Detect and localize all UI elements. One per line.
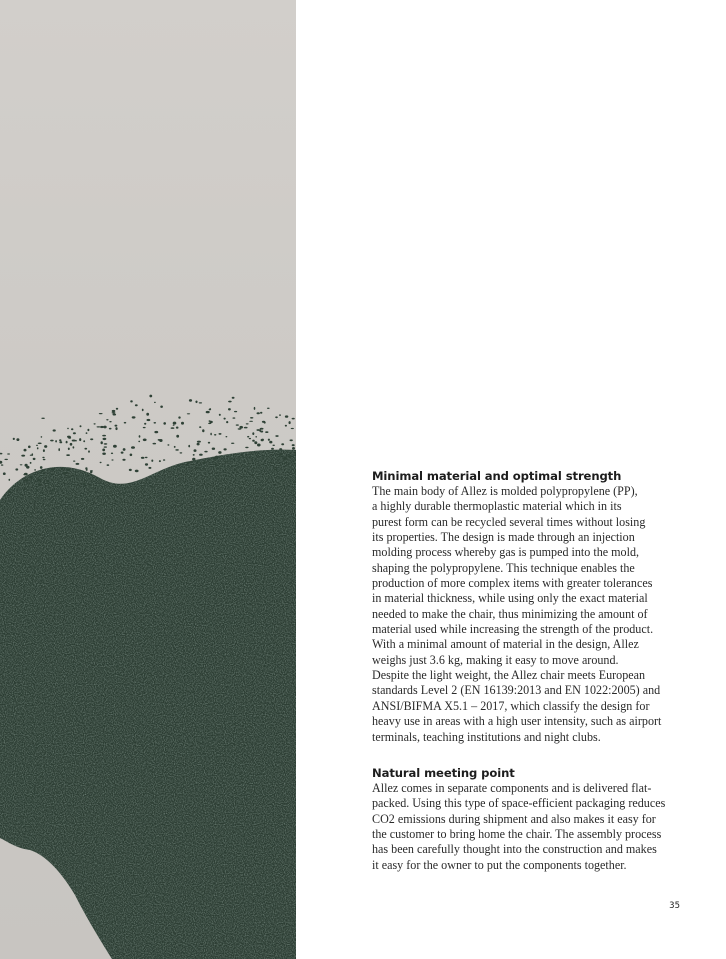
granule [112,410,116,412]
granule [66,454,70,456]
text-line: Despite the light weight, the Allez chair meets European [372,668,646,683]
granule [206,411,210,413]
granule [59,439,61,441]
granule [113,414,117,416]
granule [234,468,237,471]
granule [30,455,33,456]
granule-pile-image [0,0,296,959]
granule [38,443,42,445]
granule [145,457,148,458]
granule [188,445,190,448]
granule [272,445,275,446]
granule [187,462,189,465]
granule [279,414,281,416]
granule [34,469,36,471]
granule [48,468,50,470]
granule [226,421,228,423]
granule [176,435,179,438]
granule [101,441,103,444]
granule [129,469,132,471]
text-line: With a minimal amount of material in the design, Allez [372,637,639,652]
granule [41,469,43,472]
granule [145,463,148,465]
granule [132,416,136,418]
granule [195,401,197,404]
granule [109,421,111,422]
granule [147,419,151,421]
granule [112,412,116,414]
granule [292,418,295,420]
granule [59,441,62,443]
text-line: a highly durable thermoplastic material which in its [372,499,622,514]
granule [100,426,104,428]
granule [143,427,146,428]
granule [192,458,195,461]
granule [67,428,69,429]
granule [97,426,101,427]
granule [275,435,278,437]
granule [254,407,256,410]
granule [291,428,294,429]
granule [232,417,235,418]
granule [9,479,11,481]
granule [249,438,251,439]
granule [30,462,32,464]
granule [13,438,15,440]
granule [234,411,237,412]
granule [115,427,117,430]
granule [81,458,84,460]
granule [55,440,57,442]
granule [21,455,25,457]
section-minimal-material [372,468,672,745]
granule [219,414,221,416]
granule [138,441,140,443]
granule [195,467,199,468]
granule [274,469,278,471]
granule [268,439,270,441]
granule [131,446,135,449]
granule [151,460,153,462]
granule [218,451,221,454]
granule [228,408,231,410]
granule [149,395,152,398]
granule [3,472,6,475]
granule [252,432,254,435]
granule [71,428,73,430]
granule [265,431,268,433]
text-line: shaping the polypropylene. This technique enables the [372,560,635,575]
granule [116,408,118,410]
granule [87,429,89,431]
granule [257,444,261,447]
granule [43,449,45,452]
granule [245,447,248,448]
text-line: purest form can be recycled several times without losing [372,514,646,529]
granule [103,426,106,429]
granule [50,490,54,491]
granule [0,453,2,455]
granule [213,457,216,460]
granule [99,413,103,414]
granule [176,427,179,429]
granule [141,457,145,459]
granule [209,420,211,422]
section-paragraph [372,781,672,873]
granule [290,439,293,441]
granule [284,462,287,464]
text-line: Allez comes in separate components and is delivered flat- [372,780,652,795]
granule [292,444,295,446]
granule [199,454,203,456]
granule [199,426,201,428]
granule [73,446,75,448]
granule [154,402,156,403]
granule [269,441,272,444]
granule [135,404,138,406]
granule [288,455,291,458]
granule [154,422,157,424]
granule [262,421,265,423]
granule [202,429,204,432]
granule [25,479,28,481]
granule [163,459,165,461]
granule [203,461,206,464]
granule [86,432,88,434]
granule [102,435,106,437]
granule [48,486,50,488]
granule [70,443,73,446]
granule [36,489,38,491]
granule [187,413,190,414]
granule [159,460,161,462]
text-line: ANSI/BIFMA X5.1 – 2017, which classify the design for [372,698,650,713]
granule [289,421,291,424]
granule [100,462,102,463]
granule [111,453,113,455]
granule [33,458,36,460]
granule [279,448,282,450]
granule [122,459,125,461]
text-line: weighs just 3.6 kg, making it easy to move around. [372,652,619,667]
granule [123,448,126,451]
granule [104,443,108,445]
granule [109,428,112,430]
granule [90,438,93,440]
granule [173,425,175,426]
granule [144,423,146,425]
granule [204,451,207,453]
granule [24,473,28,476]
granule [148,467,151,469]
text-line: has been carefully thought into the construction and makes [372,842,657,857]
granule [58,448,60,451]
granule [111,459,113,460]
granule [130,454,133,457]
granule [278,451,280,452]
text-line: production of more complex items with greater tolerances [372,576,653,591]
granule [215,463,218,464]
text-line: the customer to bring home the chair. The assembly process [372,826,662,841]
granule [174,446,176,448]
granule [292,447,295,450]
granule [177,465,179,467]
granule [262,439,264,440]
granule [244,427,248,429]
section-heading: Natural meeting point [372,765,515,780]
granule [40,466,43,469]
granule [38,483,42,486]
granule [104,446,107,447]
granule [252,440,255,442]
granule [41,436,43,438]
granule [254,441,257,444]
granule [143,439,147,442]
granule [224,418,226,420]
granule [231,443,234,444]
granule [102,453,106,455]
granule [4,459,8,460]
granule [219,433,222,435]
granule [42,457,44,458]
granule [250,417,253,419]
granule [72,440,76,442]
granule [212,448,215,450]
granule [197,441,201,443]
granule [46,483,49,484]
granule [236,424,239,425]
granule [43,459,46,461]
granule [281,443,284,445]
granule [196,461,198,463]
granule [73,432,76,434]
granule [1,464,4,465]
granule [115,425,118,427]
granule [163,422,166,425]
granule [76,463,80,465]
granule [226,436,228,437]
granule [173,422,177,425]
granule [7,453,10,454]
section-paragraph [372,484,672,745]
granule [37,447,39,449]
granule [247,436,249,438]
text-line: heavy use in areas with a high user intensity, such as airport [372,714,662,729]
granule [271,448,274,450]
granule [26,466,29,469]
granule [209,408,211,410]
granule [208,458,210,460]
granule [82,483,85,485]
granule [37,479,41,481]
granule [79,438,81,441]
granule [50,440,54,442]
granule [130,400,133,402]
granule [135,470,139,473]
granule [47,480,49,482]
text-line: CO2 emissions during shipment and also makes it easy for [372,811,656,826]
text-line: its properties. The design is made through an injection [372,530,635,545]
granule [178,416,180,418]
granule [10,492,13,494]
granule [194,449,197,452]
granule [232,397,235,399]
granule [139,435,141,438]
granule [124,422,127,424]
granule [267,408,270,409]
granule [238,428,242,429]
body-text-column [372,468,672,893]
granule [175,449,179,451]
granule-photo [0,0,296,959]
granule [180,452,183,453]
granule [159,439,162,442]
granule [88,450,90,452]
granule [214,434,216,436]
granule [153,443,157,445]
granule [256,429,260,431]
granule [36,445,38,446]
text-line: packed. Using this type of space-efficient packaging reduces [372,796,666,811]
granule [0,461,2,464]
granule [228,401,232,403]
granule [68,448,70,451]
text-line: material used while increasing the strength of the product. [372,622,654,637]
granule [85,467,87,469]
granule [255,436,257,438]
granule [29,476,32,479]
granule [15,468,18,470]
granule [279,453,282,455]
granule [103,438,107,440]
granule [160,406,163,408]
granule [275,416,278,418]
granule [260,412,262,414]
granule [146,413,149,416]
granule [181,422,184,425]
granule [83,440,85,442]
page-number: 35 [669,901,680,911]
text-line: molding process whereby gas is pumped into the mold, [372,545,640,560]
granule [53,489,55,490]
granule [28,446,31,449]
granule [106,419,108,420]
granule [94,423,96,424]
granule [154,431,158,433]
granule [239,426,243,429]
granule [63,472,67,474]
text-line: terminals, teaching institutions and night clubs. [372,729,601,744]
granule [23,488,27,489]
granule [142,409,144,412]
granule [90,471,92,473]
granule [197,443,200,446]
granule [41,418,45,419]
granule [113,445,117,448]
granule [20,464,23,465]
granule [257,412,260,414]
granule [61,467,63,469]
text-line: standards Level 2 (EN 16139:2013 and EN 1022:2005) and [372,683,661,698]
granule [53,429,56,431]
granule [285,415,288,417]
granule [278,456,280,457]
granule [210,433,212,436]
granule [269,462,272,463]
granule [80,425,82,427]
granule [67,436,71,438]
granule [167,444,169,445]
text-line: needed to make the chair, thus minimizing the amount of [372,606,648,621]
granule [16,438,19,441]
section-natural-meeting-point [372,765,672,873]
text-line: in material thickness, while using only the exact material [372,591,648,606]
granule [66,441,68,444]
text-line: The main body of Allez is molded polypropylene (PP), [372,484,638,498]
granule [283,457,287,460]
section-heading: Minimal material and optimal strength [372,469,622,483]
granule [73,461,75,462]
granule [199,402,202,403]
granule [208,442,210,444]
granule [66,469,70,471]
granule [249,421,253,422]
text-line: it easy for the owner to put the components together. [372,857,627,872]
granule [84,448,87,450]
granule [171,427,175,429]
granule [246,423,249,424]
granule [121,452,124,454]
granule [241,453,243,455]
granule [285,425,287,427]
granule [44,445,47,448]
granule [107,464,110,466]
granule [189,399,192,402]
granule [224,448,227,450]
granule [24,449,27,452]
granule [102,449,105,452]
granule [193,454,195,456]
granule [51,468,55,471]
